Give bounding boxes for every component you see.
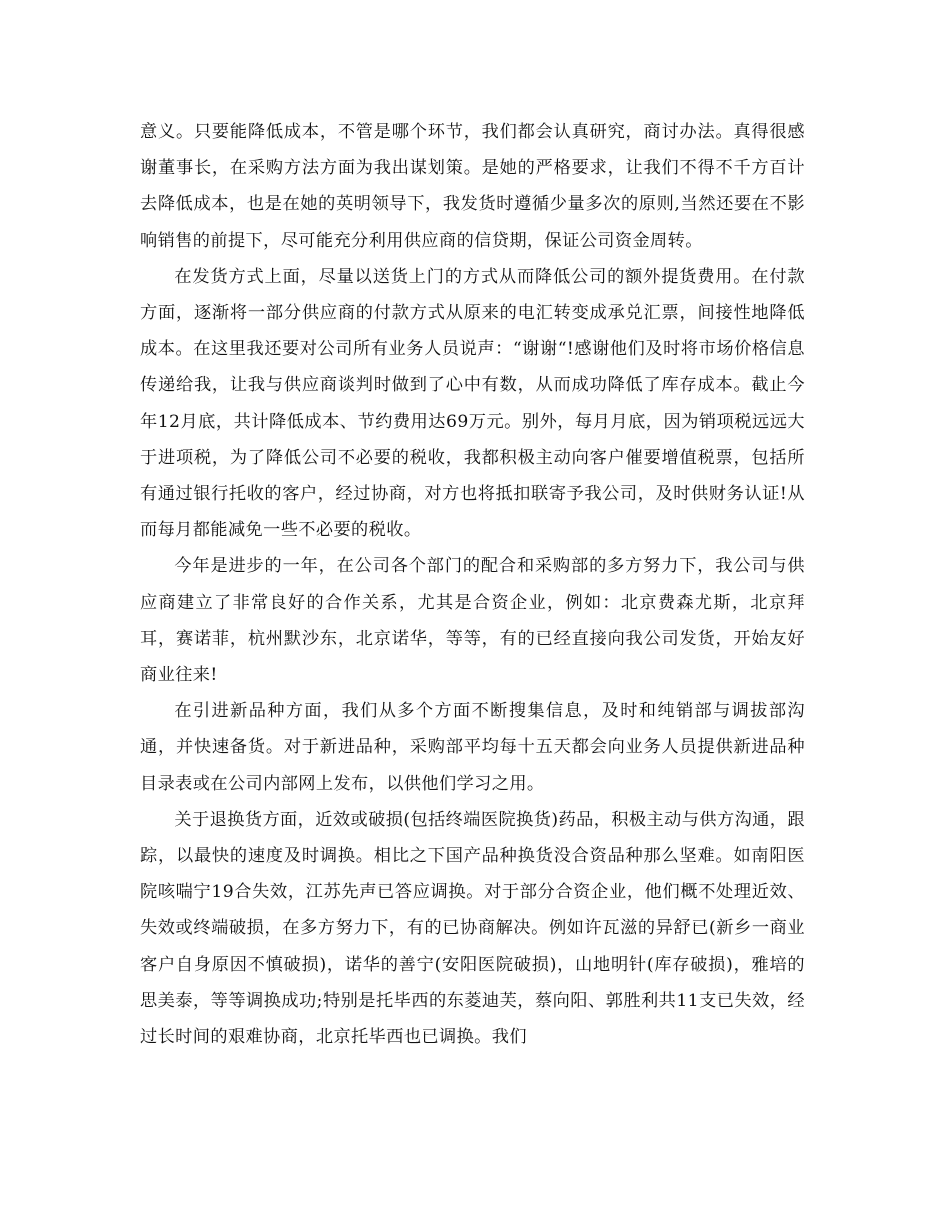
paragraph-purchasing-cost: 意义。只要能降低成本，不管是哪个环节，我们都会认真研究，商讨办法。真得很感谢董事长，在采购方法方面为我出谋划策。是她的严格要求，让我们不得不千方百计去降低成本，也是在她的英明领导下，我发货时遵循少量多次的原则,当然还要在不影响销售的前提下，尽可能充分利用供应商的信贷期，保证公司资金周转。 (140, 122, 805, 251)
document-body (140, 114, 805, 1055)
paragraph-supplier-relations: 今年是进步的一年，在公司各个部门的配合和采购部的多方努力下，我公司与供应商建立了非常良好的合作关系，尤其是合资企业，例如：北京费森尤斯，北京拜耳，赛诺菲，杭州默沙东，北京诺华，等等，有的已经直接向我公司发货，开始友好商业往来! (140, 556, 805, 686)
paragraph-new-products: 在引进新品种方面，我们从多个方面不断搜集信息，及时和纯销部与调拔部沟通，并快速备货。对于新进品种，采购部平均每十五天都会向业务人员提供新进品种目录表或在公司内部网上发布，以供他们学习之用。 (140, 701, 805, 794)
paragraph-delivery-payment: 在发货方式上面，尽量以送货上门的方式从而降低公司的额外提货费用。在付款方面，逐渐将一部分供应商的付款方式从原来的电汇转变成承兑汇票，间接性地降低成本。在这里我还要对公司所有业务人员说声：“谢谢“!感谢他们及时将市场价格信息传递给我，让我与供应商谈判时做到了心中有数，从而成功降低了库存成本。截止今年12月底，共计降低成本、节约费用达69万元。别外，每月月底，因为销项税远远大于进项税，为了降低公司不必要的税收，我都积极主动向客户催要增值税票，包括所有通过银行托收的客户，经过协商，对方也将抵扣联寄予我公司，及时供财务认证!从而每月都能减免一些不必要的税收。 (140, 266, 805, 541)
paragraph-returns-exchanges: 关于退换货方面，近效或破损(包括终端医院换货)药品，积极主动与供方沟通，跟踪，以最快的速度及时调换。相比之下国产品种换货没合资品种那么坚难。如南阳医院咳喘宁19合失效，江苏先声已答应调换。对于部分合资企业，他们概不处理近效、失效或终端破损，在多方努力下，有的已协商解决。例如许瓦滋的异舒已(新乡一商业客户自身原因不慎破损)，诺华的善宁(安阳医院破损)，山地明针(库存破损)，雅培的思美泰，等等调换成功;特别是托毕西的东菱迪芙，蔡向阳、郭胜利共11支已失效，经过长时间的艰难协商，北京托毕西也已调换。我们 (140, 809, 805, 1048)
